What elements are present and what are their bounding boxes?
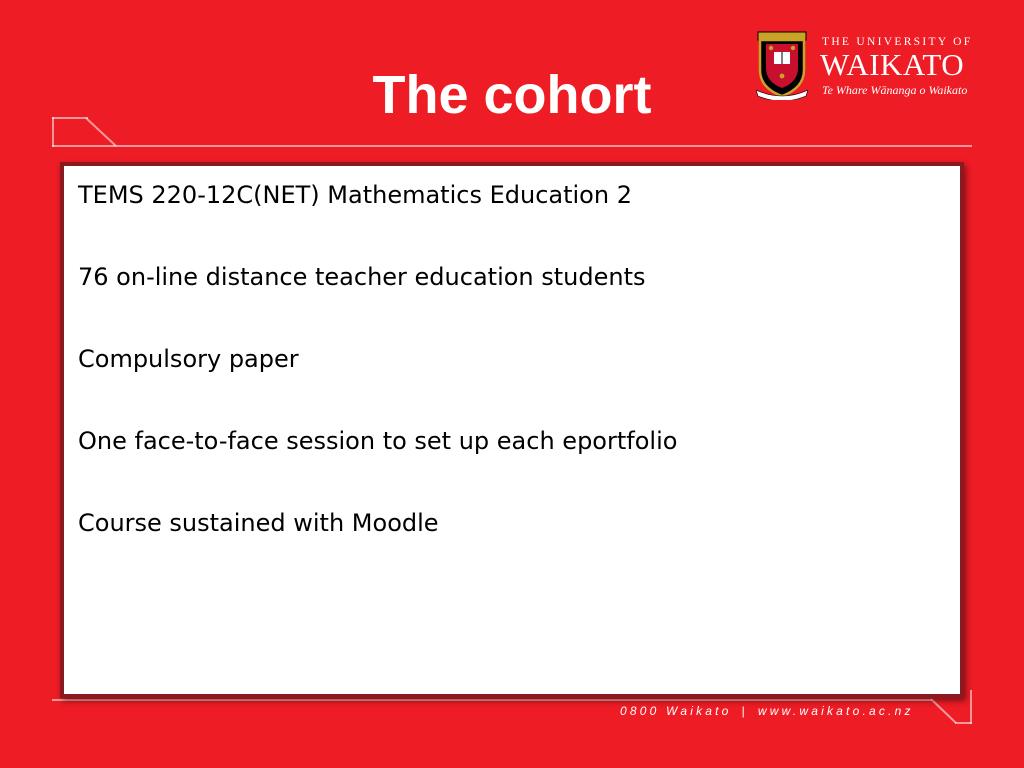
- bullet-item: TEMS 220-12C(NET) Mathematics Education 2: [78, 181, 632, 209]
- frame-line-top: [52, 145, 972, 147]
- footer-separator: |: [741, 704, 748, 718]
- slide-title: The cohort: [372, 65, 652, 125]
- frame-line-bottom: [52, 699, 932, 701]
- content-box: [60, 162, 964, 698]
- crest-icon: [756, 30, 808, 100]
- bullet-list: [64, 166, 960, 538]
- logo-university-of: THE UNIVERSITY OF: [822, 36, 973, 48]
- logo-tagline: Te Whare Wānanga o Waikato: [822, 83, 968, 97]
- logo-name: WAIKATO: [820, 47, 965, 82]
- bullet-item: Compulsory paper: [78, 345, 299, 373]
- footer-phone: 0800 Waikato: [620, 704, 732, 718]
- university-logo: [756, 30, 986, 102]
- footer-url[interactable]: www.waikato.ac.nz: [757, 704, 914, 718]
- frame-line-right-bottom: [970, 690, 972, 724]
- bullet-item: One face-to-face session to set up each eportfolio: [78, 427, 678, 455]
- bullet-item: Course sustained with Moodle: [78, 509, 439, 537]
- bullet-item: 76 on-line distance teacher education students: [78, 263, 646, 291]
- footer: [620, 704, 914, 718]
